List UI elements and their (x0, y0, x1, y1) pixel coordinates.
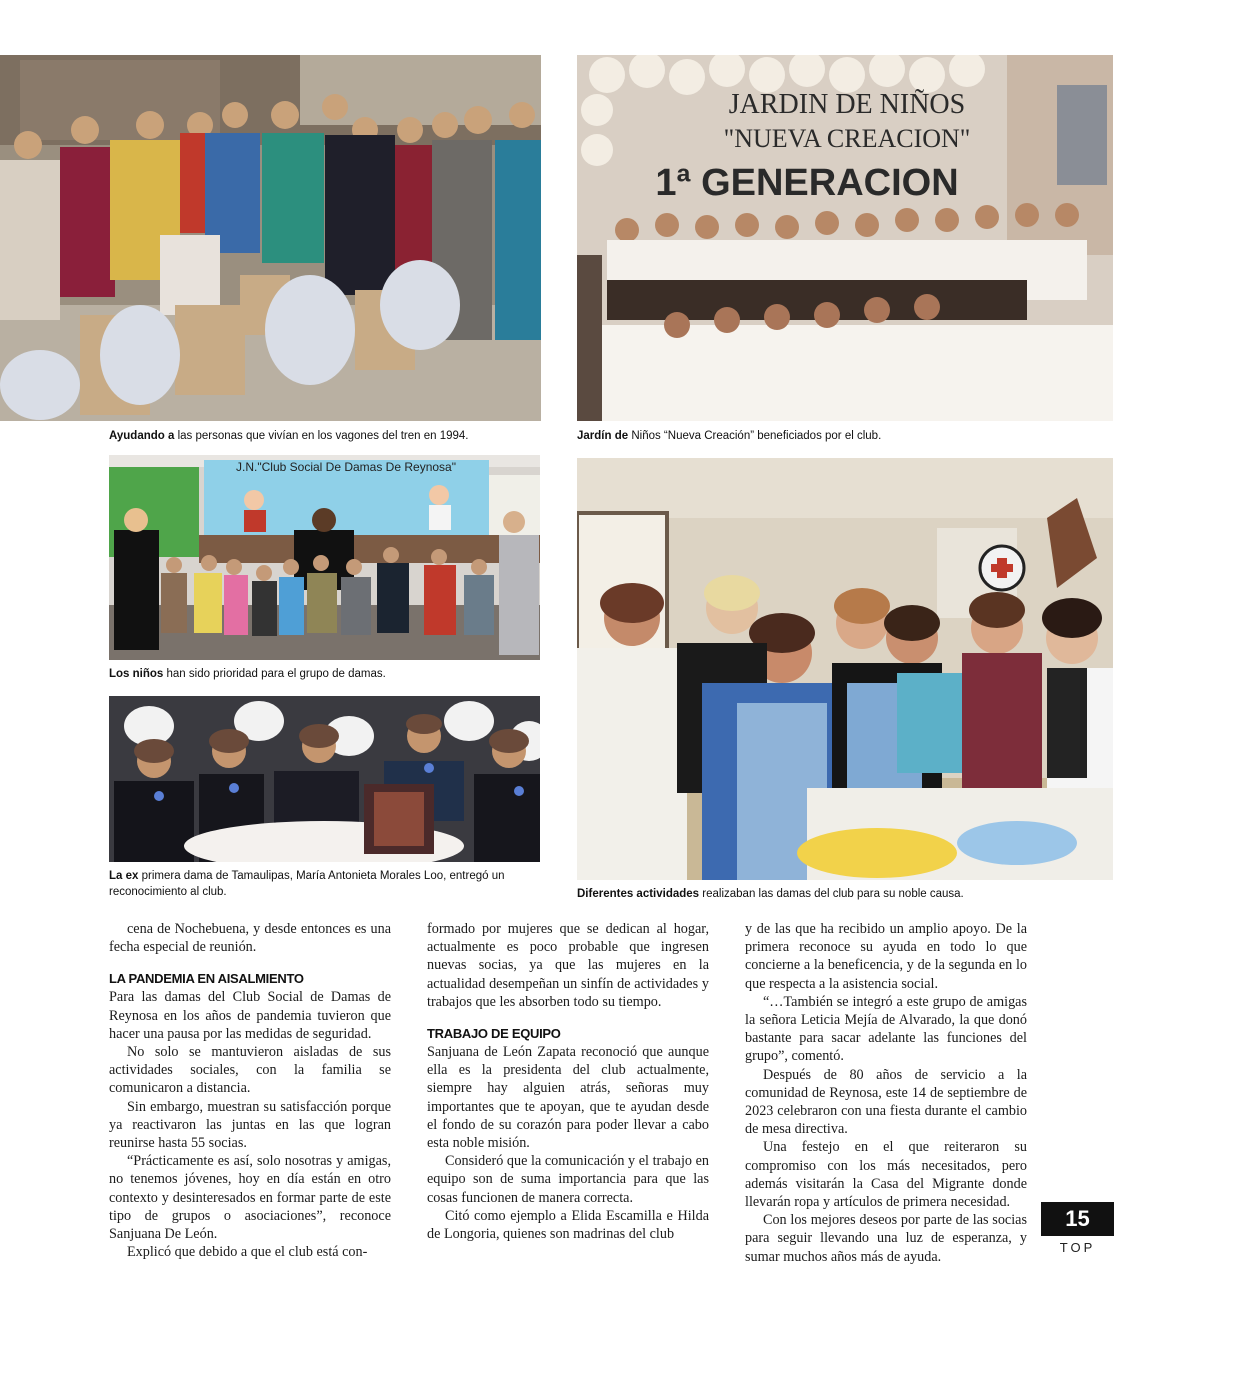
photo-club-activities (577, 458, 1113, 880)
photo-kindergarten-nueva-creacion (577, 55, 1113, 421)
paragraph: Consideró que la comunicación y el trabajo en equipo son de suma importancia para que las cosas funcionen de manera correcta. (427, 1153, 709, 1206)
caption-children (109, 666, 539, 682)
article-column-1 (109, 920, 391, 1261)
caption-lead: Los niños (109, 668, 164, 680)
caption-donations-1994 (109, 428, 539, 444)
caption-kindergarten (577, 428, 1113, 444)
caption-text: las personas que vivían en los vagones del tren en 1994. (174, 430, 469, 442)
caption-lead: Jardín de (577, 430, 629, 442)
caption-text: primera dama de Tamaulipas, María Antonieta Morales Loo, entregó un reconocimiento al club. (109, 870, 505, 898)
paragraph: y de las que ha recibido un amplio apoyo. De la primera reconoce su ayuda en todo lo que concierne a la beneficencia, y de la segunda en lo que respecta a la asistencia social. (745, 921, 1027, 992)
paragraph: No solo se mantuvieron aisladas de sus actividades sociales, con la familia se comunicaron a distancia. (109, 1044, 391, 1097)
paragraph: Para las damas del Club Social de Damas de Reynosa en los años de pandemia tuvieron que hacer una pausa por las medidas de seguridad. (109, 989, 391, 1042)
banner-line-2: "NUEVA CREACION" (723, 124, 971, 153)
paragraph: formado por mujeres que se dedican al hogar, actualmente es poco probable que ingresen nuevas socias, ya que las mujeres en la actualidad desempeñan un sinfín de actividades y trabajos que les absorben todo su tiempo. (427, 921, 709, 1010)
paragraph: Explicó que debido a que el club está con- (127, 1244, 368, 1261)
section-heading: LA PANDEMIA EN AISALMIENTO (109, 971, 304, 987)
caption-activities (577, 886, 1113, 902)
section-heading: TRABAJO DE EQUIPO (427, 1026, 561, 1042)
paragraph: Después de 80 años de servicio a la comunidad de Reynosa, este 14 de septiembre de 2023 celebraron con una fiesta durante el cambio de mesa directiva. (745, 1066, 1027, 1138)
caption-lead: Diferentes actividades (577, 888, 700, 900)
caption-lead: Ayudando a (109, 430, 175, 442)
article-column-2 (427, 920, 709, 1243)
banner-text: J.N."Club Social De Damas De Reynosa" (236, 460, 456, 474)
paragraph: “…También se integró a este grupo de amigas la señora Leticia Mejía de Alvarado, la que donó bastante para sacar adelante las funciones del grupo”, comentó. (745, 993, 1027, 1065)
publication-label: TOP (1059, 1240, 1096, 1255)
banner-line-3: 1ª GENERACION (655, 162, 959, 204)
photo-recognition-dinner (109, 696, 540, 862)
paragraph: Con los mejores deseos por parte de las socias para seguir llevando una luz de esperanza, y sumar muchos años más de ayuda. (745, 1212, 1027, 1265)
caption-lead: La ex (109, 870, 139, 882)
paragraph: Sin embargo, muestran su satisfacción porque ya reactivaron las juntas en las que logran reunirse hasta 55 socias. (109, 1098, 391, 1152)
page-number: 15 (1041, 1202, 1114, 1236)
photo-donations-1994 (0, 55, 541, 421)
caption-recognition (109, 868, 549, 900)
banner-line-1: JARDIN DE NIÑOS (728, 89, 966, 120)
caption-text: realizaban las damas del club para su noble causa. (699, 888, 964, 900)
paragraph: Citó como ejemplo a Elida Escamilla e Hilda de Longoria, quienes son madrinas del club (427, 1207, 709, 1243)
paragraph: Una festejo en el que reiteraron su compromiso con los más necesitados, pero además visitarán la Casa del Migrante donde llevarán ropa y artículos de primera necesidad. (745, 1139, 1027, 1211)
paragraph: cena de Nochebuena, y desde entonces es una fecha especial de reunión. (109, 921, 391, 956)
caption-text: han sido prioridad para el grupo de damas. (163, 668, 386, 680)
article-column-3 (745, 920, 1027, 1266)
paragraph: Sanjuana de León Zapata reconoció que aunque ella es la presidenta del club actualmente, siempre hay alguien atrás, señoras muy importantes que te apoyan, que te ayudan desde el fondo de su corazón para poder llevar a cabo esta noble misión. (427, 1044, 709, 1152)
photo-children-club (109, 455, 540, 660)
caption-text: Niños “Nueva Creación” beneficiados por el club. (628, 430, 882, 442)
paragraph: “Prácticamente es así, solo nosotras y amigas, no tenemos jóvenes, hoy en día están en otro contexto y desinteresados en formar parte de este tipo de grupos o asociaciones”, reconoce Sanjuana De León. (109, 1153, 391, 1243)
